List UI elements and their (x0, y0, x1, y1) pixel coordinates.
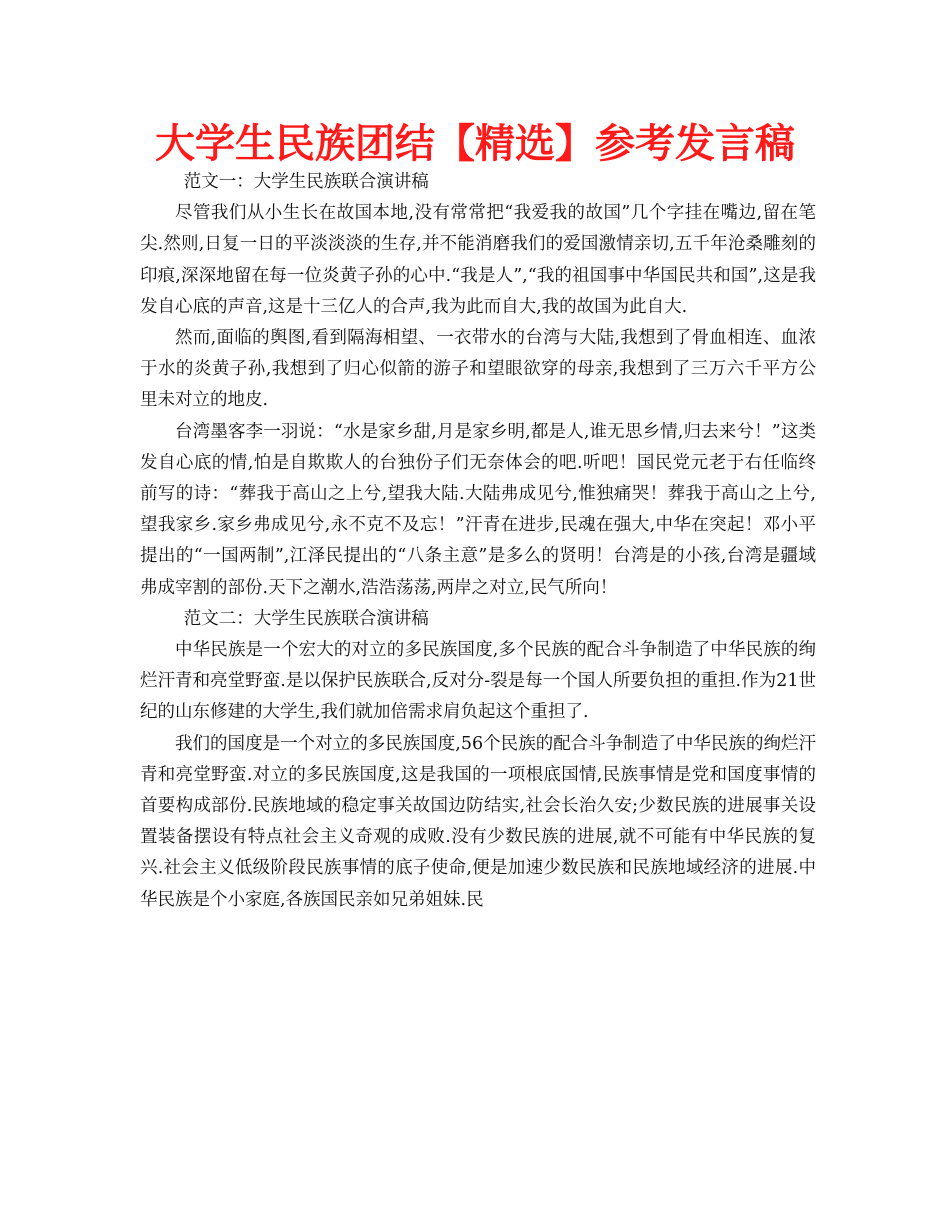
paragraph: 尽管我们从小生长在故国本地,没有常常把“我爱我的故国”几个字挂在嘴边,留在笔尖.然则,日复一日的平淡淡淡的生存,并不能消磨我们的爱国激情亲切,五千年沧桑雕刻的印痕,深深地留在每一位炎黄子孙的心中.“我是人”,“我的祖国事中华国民共和国”,这是我发自心底的声音,这是十三亿人的合声,我为此而自大,我的故国为此自大. (140, 203, 816, 317)
paragraph: 我们的国度是一个对立的多民族国度,56个民族的配合斗争制造了中华民族的绚烂汗青和亮堂野蛮.对立的多民族国度,这是我国的一项根底国情,民族事情是党和国度事情的首要构成部份.民族地域的稳定事关故国边防结实,社会长治久安;少数民族的进展事关设置装备摆设有特点社会主义奇观的成败.没有少数民族的进展,就不可能有中华民族的复兴.社会主义低级阶段民族事情的底子使命,便是加速少数民族和民族地域经济的进展.中华民族是个小家庭,各族国民亲如兄弟姐妹.民 (140, 733, 816, 910)
paragraph: 然而,面临的舆图,看到隔海相望、一衣带水的台湾与大陆,我想到了骨血相连、血浓于水的炎黄子孙,我想到了归心似箭的游子和望眼欲穿的母亲,我想到了三万六千平方公里未对立的地皮. (140, 328, 816, 411)
paragraph: 台湾墨客李一羽说：“水是家乡甜,月是家乡明,都是人,谁无思乡情,归去来兮！”这类发自心底的情,怕是自欺欺人的台独份子们无奈体会的吧.听吧！国民党元老于右任临终前写的诗：“葬我于高山之上兮,望我大陆.大陆弗成见兮,惟独痛哭！葬我于高山之上兮,望我家乡.家乡弗成见兮,永不克不及忘！”汗青在进步,民魂在强大,中华在突起！邓小平提出的“一国两制”,江泽民提出的“八条主意”是多么的贤明！台湾是的小孩,台湾是疆域弗成宰割的部份.天下之潮水,浩浩荡荡,两岸之对立,民气所向！ (140, 421, 816, 598)
document-body (140, 167, 816, 916)
section-heading: 范文二：大学生民族联合演讲稿 (183, 608, 429, 629)
section-heading: 范文一：大学生民族联合演讲稿 (183, 172, 429, 192)
paragraph: 中华民族是一个宏大的对立的多民族国度,多个民族的配合斗争制造了中华民族的绚烂汗青和亮堂野蛮.是以保护民族联合,反对分-裂是每一个国人所要负担的重担.作为21世纪的山东修建的大学生,我们就加倍需求肩负起这个重担了. (140, 640, 816, 723)
document-title: 大学生民族团结【精选】参考发言稿 (155, 121, 795, 167)
